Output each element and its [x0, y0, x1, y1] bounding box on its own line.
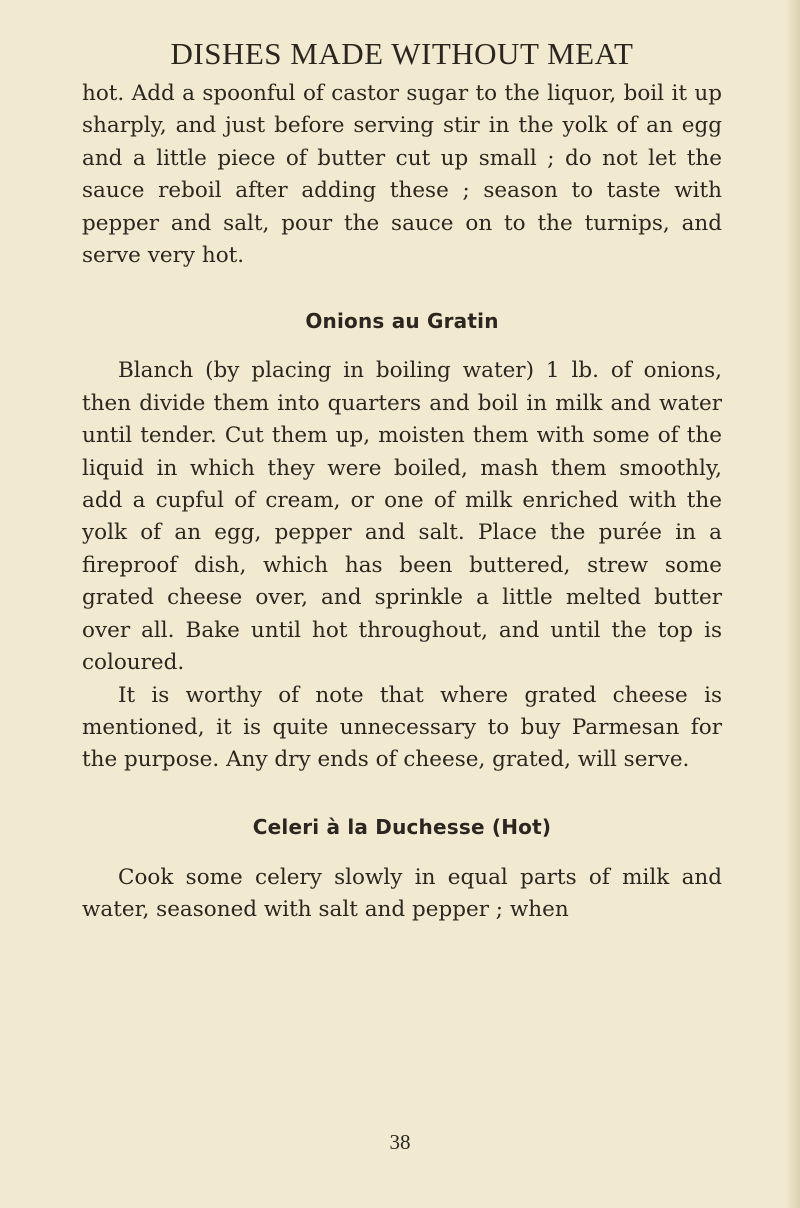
paragraph-continuation: hot. Add a spoonful of castor sugar to the liquor, boil it up sharply, and just before serving stir in the yolk of an egg and a little piece of butter cut up small ; do not let the sauce reboil after adding these ; season to taste with pepper and salt, pour the sauce on to the turnips, and serve very hot. [82, 81, 722, 269]
paragraph-celeri-method: Cook some celery slowly in equal parts of milk and water, seasoned with salt and pepper ; when [82, 864, 722, 923]
recipe-heading-celeri-duchesse: Celeri à la Duchesse (Hot) [252, 814, 552, 839]
page-number: 38 [389, 1130, 411, 1154]
recipe-heading-onions-au-gratin: Onions au Gratin [305, 309, 499, 334]
running-head: DISHES MADE WITHOUT MEAT [170, 36, 634, 71]
paragraph-onions-note: It is worthy of note that where grated cheese is mentioned, it is quite unnecessary to buy Parmesan for the purpose. Any dry ends of cheese, grated, will serve. [82, 682, 722, 773]
book-page [82, 36, 722, 927]
page-edge-shadow [786, 0, 800, 1208]
paragraph-onions-method: Blanch (by placing in boiling water) 1 lb. of onions, then divide them into quarters and boil in milk and water until tender. Cut them up, moisten them with some of the liquid in which they were boiled, mash them smoothly, add a cupful of cream, or one of milk enriched with the yolk of an egg, pepper and salt. Place the purée in a fireproof dish, which has been buttered, strew some grated cheese over, and sprinkle a little melted butter over all. Bake until hot throughout, and until the top is coloured. [82, 358, 722, 676]
